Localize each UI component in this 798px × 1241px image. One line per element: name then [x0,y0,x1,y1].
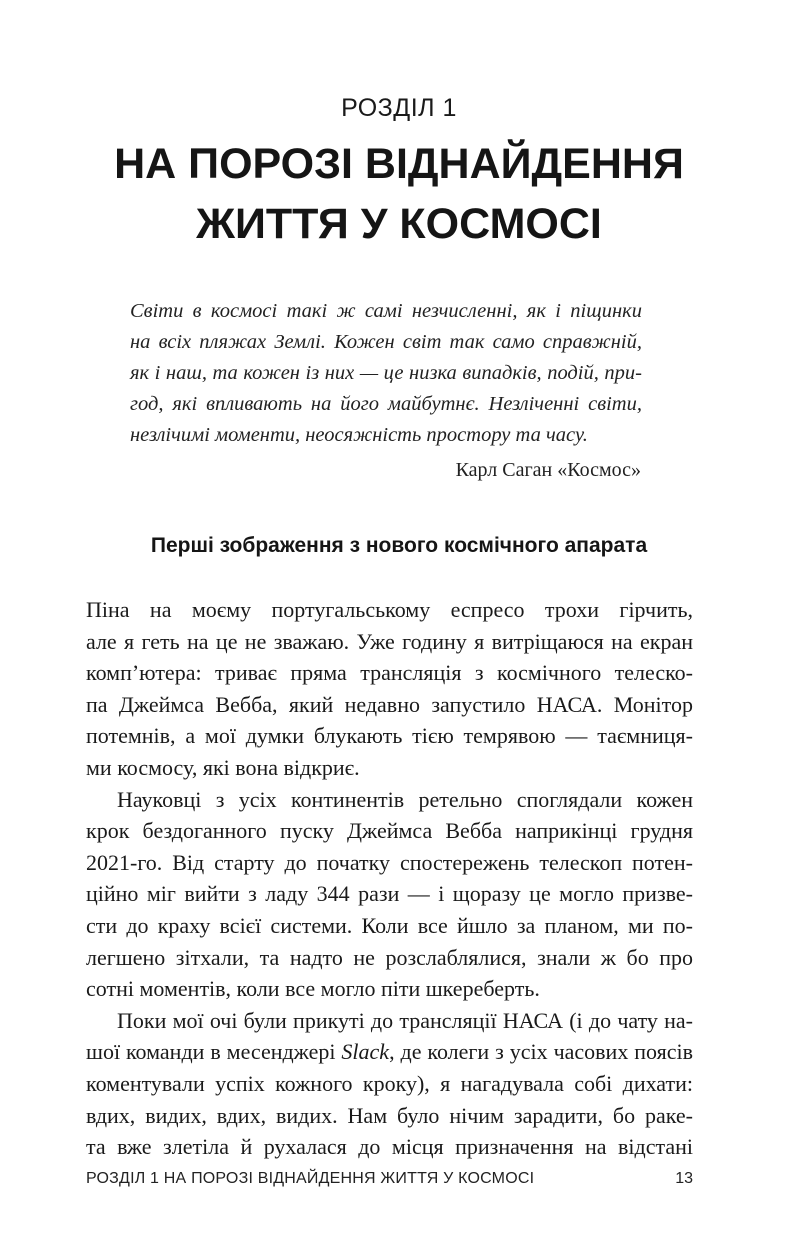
italic-term-slack: Slack [341,1039,390,1065]
body-line: легшено зітхали, та надто не розслаблялися, знали ж бо про [86,944,693,970]
body-line: Піна на моєму португальському еспресо трохи гірчить, [86,597,693,622]
epigraph-line: на всіх пляжах Землі. Кожен світ так само справжній, [130,331,642,353]
body-line: потемнів, а мої думки блукають тією темрявою — таємниця- [86,723,693,749]
body-line: комп’ютера: триває пряма трансляція з космічного телеско- [86,660,693,686]
body-text [86,594,693,1163]
body-text-fragment: , де колеги з усіх часових поясів [389,1039,694,1065]
epigraph-attribution: Карл Саган «Космос» [455,459,641,481]
body-text-fragment: шої команди в месенджері [86,1039,342,1065]
body-line: та вже злетіла й рухалася до місця призначення на відстані [86,1134,693,1160]
section-heading: Перші зображення з нового космічного апарата [150,534,648,557]
body-line: Науковці з усіх континентів ретельно споглядали кожен [117,786,693,812]
body-line: сотні моментів, коли все могло піти шкереберть. [86,976,540,1002]
page-number: 13 [675,1170,693,1187]
body-line: Поки мої очі були прикуті до трансляції НАСА (і до чату на- [117,1007,693,1033]
body-line: коментували успіх кожного кроку), я нагадувала собі дихати: [86,1070,693,1096]
body-line [86,1036,693,1068]
epigraph-line: незлічимі моменти, неосяжність простору та часу. [130,424,588,446]
chapter-title-line: НА ПОРОЗІ ВІДНАЙДЕННЯ [114,140,684,188]
epigraph-line: Світи в космосі такі ж самі незчисленні, як і піщинки [130,300,642,322]
running-head: РОЗДІЛ 1 НА ПОРОЗІ ВІДНАЙДЕННЯ ЖИТТЯ У КОСМОСІ [86,1170,535,1187]
body-line: крок бездоганного пуску Джеймса Вебба наприкінці грудня [86,818,693,844]
body-line: вдих, видих, вдих, видих. Нам було нічим зарадити, бо раке- [86,1102,693,1128]
epigraph-line: як і наш, та кожен із них — це низка випадків, подій, при- [130,362,642,384]
body-line: ми космосу, які вона відкриє. [86,754,360,780]
epigraph-line: год, які впливають на його майбутнє. Незліченні світи, [130,393,642,415]
chapter-label: РОЗДІЛ 1 [341,94,457,122]
epigraph [130,296,642,451]
body-line: сти до краху всієї системи. Коли все йшло за планом, ми по- [86,912,693,938]
body-line: 2021-го. Від старту до початку спостережень телескоп потен- [86,849,693,875]
body-line: але я геть на це не зважаю. Уже годину я витріщаюся на екран [86,628,693,654]
chapter-title [0,134,798,254]
chapter-title-line: ЖИТТЯ У КОСМОСІ [196,200,602,248]
body-line: ційно міг вийти з ладу 344 рази — і щоразу це могло призве- [86,881,693,907]
body-line: па Джеймса Вебба, який недавно запустило НАСА. Монітор [86,691,693,717]
